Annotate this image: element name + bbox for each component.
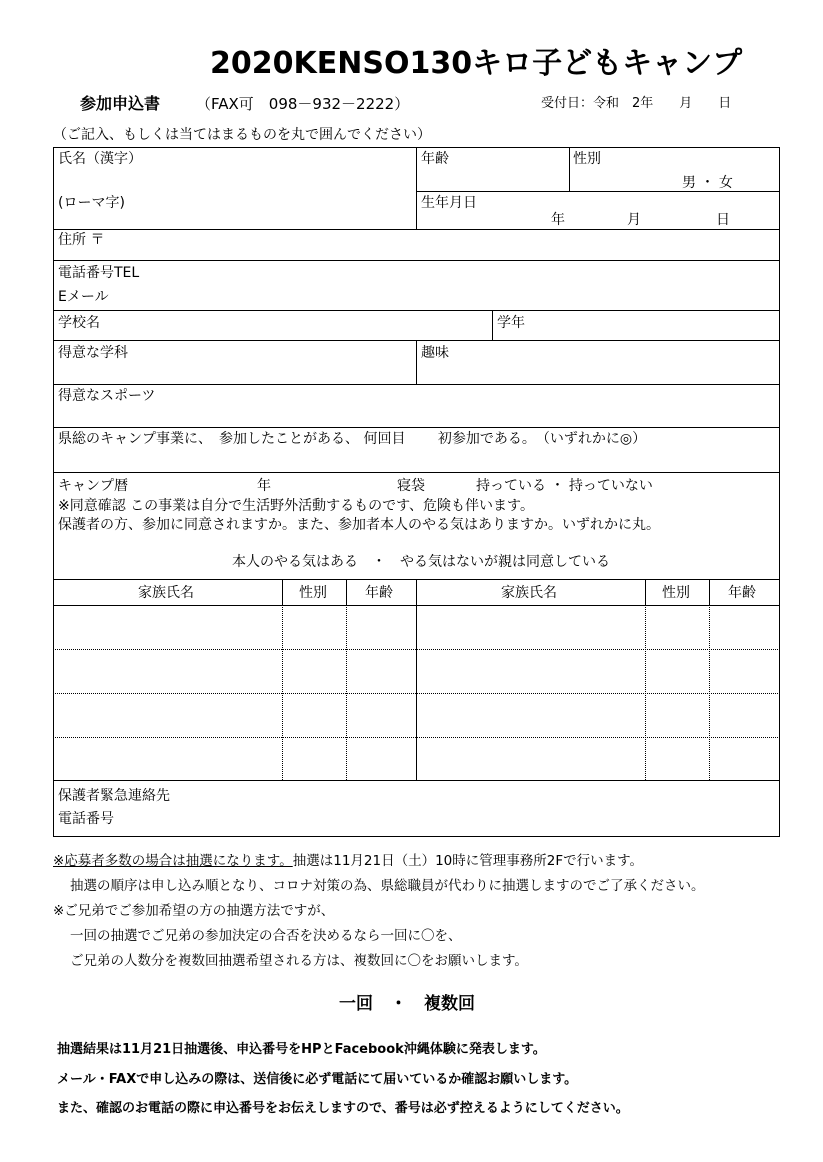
divider [569, 147, 570, 191]
consent-line-1: ※同意確認 この事業は自分で生活野外活動するものです、危険も伴います。 [58, 498, 534, 514]
school-label: 学校名 [58, 315, 100, 331]
dotted-divider [53, 693, 780, 694]
phone-label: 電話番号TEL [58, 265, 140, 281]
grade-label: 学年 [497, 315, 525, 331]
dotted-divider [53, 649, 780, 650]
divider [492, 310, 493, 340]
gender-options[interactable]: 男 ・ 女 [682, 175, 733, 191]
family-name-header: 家族氏名 [138, 585, 194, 601]
note-2: 抽選の順序は申し込み順となり、コロナ対策の為、県総職員が代わりに抽選しますのでご了承ください。 [70, 878, 705, 894]
footer-line-1: 抽選結果は11月21日抽選後、申込番号をHPとFacebook沖縄体験に発表します。 [57, 1042, 546, 1057]
fax-number: （FAX可 098－932－2222） [196, 95, 410, 113]
frame-right [779, 147, 780, 837]
name-roman-label: (ローマ字) [58, 195, 125, 211]
divider [53, 260, 780, 261]
camp-year-label: 年 [257, 478, 271, 494]
camp-history-label: キャンプ暦 [58, 478, 128, 494]
emergency-phone-label: 電話番号 [58, 811, 114, 827]
birthdate-label: 生年月日 [421, 195, 477, 211]
emergency-contact-label: 保護者緊急連絡先 [58, 788, 170, 804]
note-4: 一回の抽選でご兄弟の参加決定の合否を決めるなら一回に〇を、 [70, 928, 462, 944]
note-5: ご兄弟の人数分を複数回抽選希望される方は、複数回に〇をお願いします。 [70, 953, 528, 969]
divider [53, 229, 780, 230]
family-age-header: 年齢 [365, 585, 393, 601]
past-participation[interactable]: 県総のキャンプ事業に、 参加したことがある、 何回目 初参加である。 （いずれかに◎） [58, 431, 647, 447]
divider [53, 605, 780, 606]
note-1-underlined: ※応募者多数の場合は抽選になります。 [53, 853, 293, 869]
fav-subject-label: 得意な学科 [58, 345, 128, 361]
lottery-choice[interactable]: 一回 ・ 複数回 [339, 994, 475, 1014]
note-3: ※ご兄弟でご参加希望の方の抽選方法ですが、 [53, 903, 335, 919]
divider [645, 579, 646, 605]
sleeping-bag-label: 寝袋 [397, 478, 425, 494]
birth-month-label: 月 [627, 212, 641, 228]
family-gender-header-2: 性別 [662, 585, 690, 601]
divider [282, 579, 283, 605]
divider [416, 147, 417, 230]
divider [346, 579, 347, 605]
divider [416, 579, 417, 780]
form-subtitle: 参加申込書 [80, 94, 161, 113]
age-label: 年齢 [421, 151, 449, 167]
dotted-divider [53, 737, 780, 738]
consent-options[interactable]: 本人のやる気はある ・ やる気はないが親は同意している [232, 554, 610, 570]
note-1 [53, 853, 643, 869]
footer-line-2: メール・FAXで申し込みの際は、送信後に必ず電話にて届いているか確認お願いします。 [57, 1072, 578, 1087]
divider [709, 579, 710, 605]
form-title: 2020KENSO130キロ子どもキャンプ [210, 46, 743, 81]
birth-year-label: 年 [551, 212, 565, 228]
instruction-text: （ご記入、もしくは当てはまるものを丸で囲んでください） [53, 127, 431, 143]
family-gender-header: 性別 [299, 585, 327, 601]
family-age-header-2: 年齢 [728, 585, 756, 601]
name-kanji-label: 氏名（漢字） [58, 151, 142, 167]
family-name-header-2: 家族氏名 [501, 585, 557, 601]
frame-bottom [53, 836, 780, 837]
divider [53, 427, 780, 428]
divider [53, 310, 780, 311]
fav-sport-label: 得意なスポーツ [58, 388, 156, 404]
gender-label: 性別 [573, 151, 601, 167]
footer-line-3: また、確認のお電話の際に申込番号をお伝えしますので、番号は必ず控えるようにしてください。 [57, 1101, 629, 1116]
divider [416, 191, 780, 192]
received-date: 受付日：令和 2年 月 日 [541, 96, 732, 111]
address-label: 住所 〒 [58, 232, 105, 248]
birth-day-label: 日 [716, 212, 730, 228]
sleeping-bag-options[interactable]: 持っている ・ 持っていない [476, 478, 653, 494]
divider [53, 780, 780, 781]
note-1-rest: 抽選は11月21日（土）10時に管理事務所2Fで行います。 [292, 853, 644, 869]
hobby-label: 趣味 [421, 345, 449, 361]
divider [416, 340, 417, 384]
consent-line-2: 保護者の方、参加に同意されますか。また、参加者本人のやる気はありますか。いずれかに丸。 [58, 517, 660, 533]
frame-left [53, 147, 54, 837]
divider [53, 384, 780, 385]
email-label: Eメール [58, 289, 109, 305]
divider [53, 472, 780, 473]
